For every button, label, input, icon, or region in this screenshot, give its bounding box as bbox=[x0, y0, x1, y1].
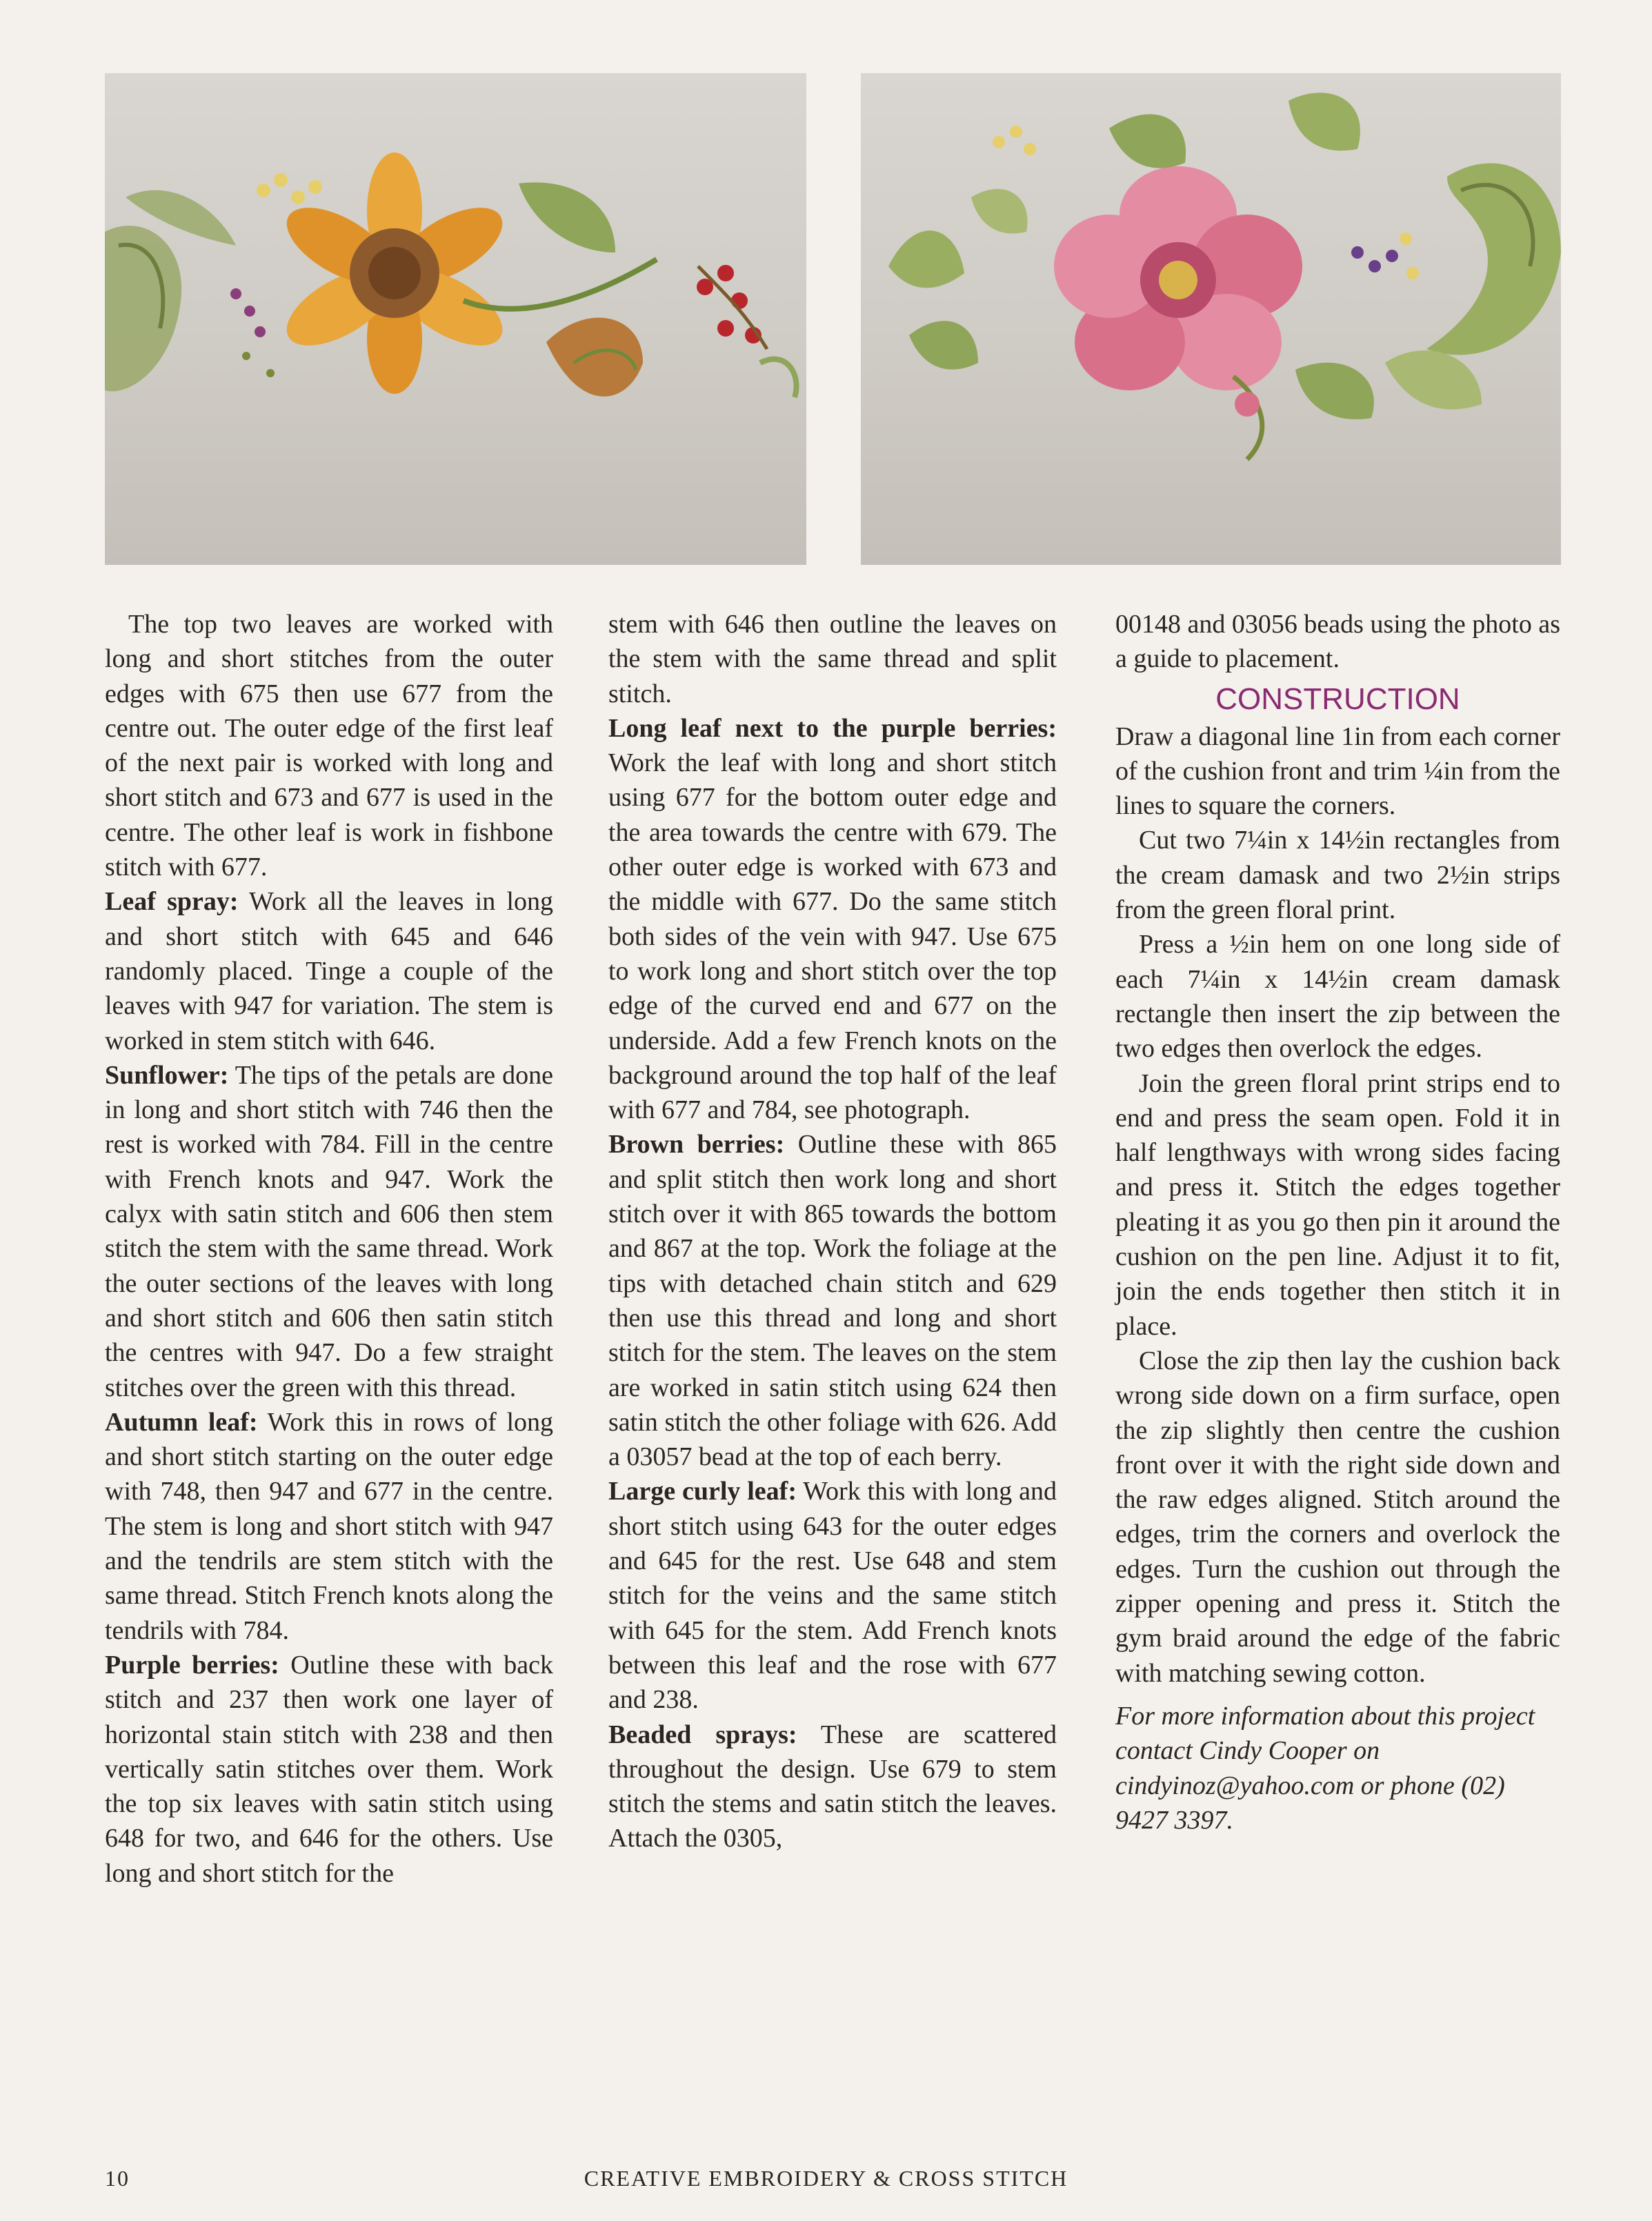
text-column-3 bbox=[1115, 607, 1560, 1837]
paragraph-beads-continued: 00148 and 03056 beads using the photo as a guide to placement. bbox=[1115, 610, 1560, 674]
large-curly-leaf-text: Work this with long and short stitch using 643 for the outer edges and 645 for the rest. Use 648 and stem stitch for the veins and the same stitch with 645 for the stem. Add French knots between this leaf and the rose with 677 and 238. bbox=[608, 1477, 1057, 1715]
paragraph-autumn-leaf bbox=[105, 1405, 553, 1648]
sunflower-heading: Sunflower: bbox=[105, 1060, 229, 1090]
long-leaf-text: Work the leaf with long and short stitch using 677 for the bottom outer edge and the area towards the centre with 679. The other outer edge is worked with 673 and the middle with 677. Do the same stitch both sides of the vein with 947. Use 675 to work long and short stitch over the top edge of the curved end and 677 on the underside. Add a few French knots on the background around the top half of the leaf with 677 and 784, see photograph. bbox=[608, 748, 1057, 1125]
contact-credit: For more information about this project contact Cindy Cooper on cindyinoz@yahoo.com or phone (02) 9427 3397. bbox=[1115, 1701, 1535, 1835]
paragraph-sunflower bbox=[105, 1058, 553, 1405]
sunflower-embroidery-image bbox=[105, 73, 806, 565]
paragraph-beaded-sprays bbox=[608, 1717, 1057, 1856]
text-column-2 bbox=[608, 607, 1057, 1856]
paragraph-brown-berries bbox=[608, 1127, 1057, 1474]
purple-berries-heading: Purple berries: bbox=[105, 1650, 279, 1680]
paragraph-purple-berries bbox=[105, 1648, 553, 1891]
paragraph-diagonal-line: Draw a diagonal line 1in from each corner of the cushion front and trim ¼in from the lines to square the corners. bbox=[1115, 721, 1560, 821]
paragraph-leaf-spray bbox=[105, 884, 553, 1057]
leaf-spray-text: Work all the leaves in long and short stitch with 645 and 646 randomly placed. Tinge a couple of the leaves with 947 for variation. The stem is worked in stem stitch with 646. bbox=[105, 887, 553, 1055]
paragraph-close-zip: Close the zip then lay the cushion back wrong side down on a firm surface, open the zip slightly then centre the cushion front over it with the right side down and the raw edges aligned. Stitch around the edges, trim the corners and overlock the edges. Turn the cushion out through the zipper opening and press it. Stitch the gym braid around the edge of the fabric with matching sewing cotton. bbox=[1115, 1346, 1560, 1688]
paragraph-top-leaves: The top two leaves are worked with long and short stitches from the outer edges with 675 then use 677 from the centre out. The outer edge of the first leaf of the next pair is worked with long and short stitch and 673 and 677 is used in the centre. The other leaf is work in fishbone stitch with 677. bbox=[105, 610, 553, 882]
paragraph-stem-continued: stem with 646 then outline the leaves on the stem with the same thread and split stitch. bbox=[608, 610, 1057, 708]
embroidery-photo-left bbox=[105, 73, 806, 565]
purple-berries-text: Outline these with back stitch and 237 then work one layer of horizontal stain stitch with 238 and then vertically satin stitches over them. Work the top six leaves with satin stitch using 648 for two, and 646 for the others. Use long and short stitch for the bbox=[105, 1650, 553, 1888]
beaded-sprays-heading: Beaded sprays: bbox=[608, 1720, 797, 1749]
paragraph-cut-rectangles: Cut two 7¼in x 14½in rectangles from the cream damask and two 2½in strips from the green floral print. bbox=[1115, 826, 1560, 925]
autumn-leaf-text: Work this in rows of long and short stitch starting on the outer edge with 748, then 947 and 677 in the centre. The stem is long and short stitch with 947 and the tendrils are stem stitch with the same thread. Stitch French knots along the tendrils with 784. bbox=[105, 1407, 553, 1645]
embroidery-photo-right bbox=[861, 73, 1561, 565]
page-number: 10 bbox=[105, 2166, 130, 2191]
brown-berries-heading: Brown berries: bbox=[608, 1130, 785, 1159]
large-curly-leaf-heading: Large curly leaf: bbox=[608, 1477, 797, 1506]
page-footer bbox=[0, 2166, 1652, 2200]
text-column-1 bbox=[105, 607, 553, 1891]
brown-berries-text: Outline these with 865 and split stitch then work long and short stitch over it with 865 towards the bottom and 867 at the top. Work the foliage at the tips with detached chain stitch and 629 then use this thread and long and short stitch for the stem. The leaves on the stem are worked in satin stitch using 624 then satin stitch the other foliage with 626. Add a 03057 bead at the top of each berry. bbox=[608, 1130, 1057, 1472]
construction-heading: CONSTRUCTION bbox=[1215, 681, 1460, 716]
magazine-title: CREATIVE EMBROIDERY & CROSS STITCH bbox=[584, 2166, 1068, 2191]
autumn-leaf-heading: Autumn leaf: bbox=[105, 1407, 258, 1437]
paragraph-large-curly-leaf bbox=[608, 1474, 1057, 1717]
leaf-spray-heading: Leaf spray: bbox=[105, 887, 239, 917]
sunflower-text: The tips of the petals are done in long and short stitch with 746 then the rest is worked with 784. Fill in the centre with French knots and 947. Work the calyx with satin stitch and 606 then stem stitch the stem with the same thread. Work the outer sections of the leaves with long and short stitch and 606 then satin stitch the centres with 947. Do a few straight stitches over the green with this thread. bbox=[105, 1060, 553, 1402]
paragraph-join-strips: Join the green floral print strips end to end and press the seam open. Fold it in half lengthways with wrong sides facing and press it. Stitch the edges together pleating it as you go then pin it around the cushion on the pen line. Adjust it to fit, join the ends together then stitch it in place. bbox=[1115, 1068, 1560, 1341]
beaded-sprays-text: These are scattered throughout the design. Use 679 to stem stitch the stems and satin stitch the leaves. Attach the 0305, bbox=[608, 1720, 1057, 1853]
paragraph-long-leaf bbox=[608, 711, 1057, 1128]
long-leaf-heading: Long leaf next to the purple berries: bbox=[608, 713, 1057, 743]
paragraph-press-hem: Press a ½in hem on one long side of each 7¼in x 14½in cream damask rectangle then insert the zip between the two edges then overlock the edges. bbox=[1115, 930, 1560, 1064]
rose-embroidery-image bbox=[861, 73, 1561, 565]
